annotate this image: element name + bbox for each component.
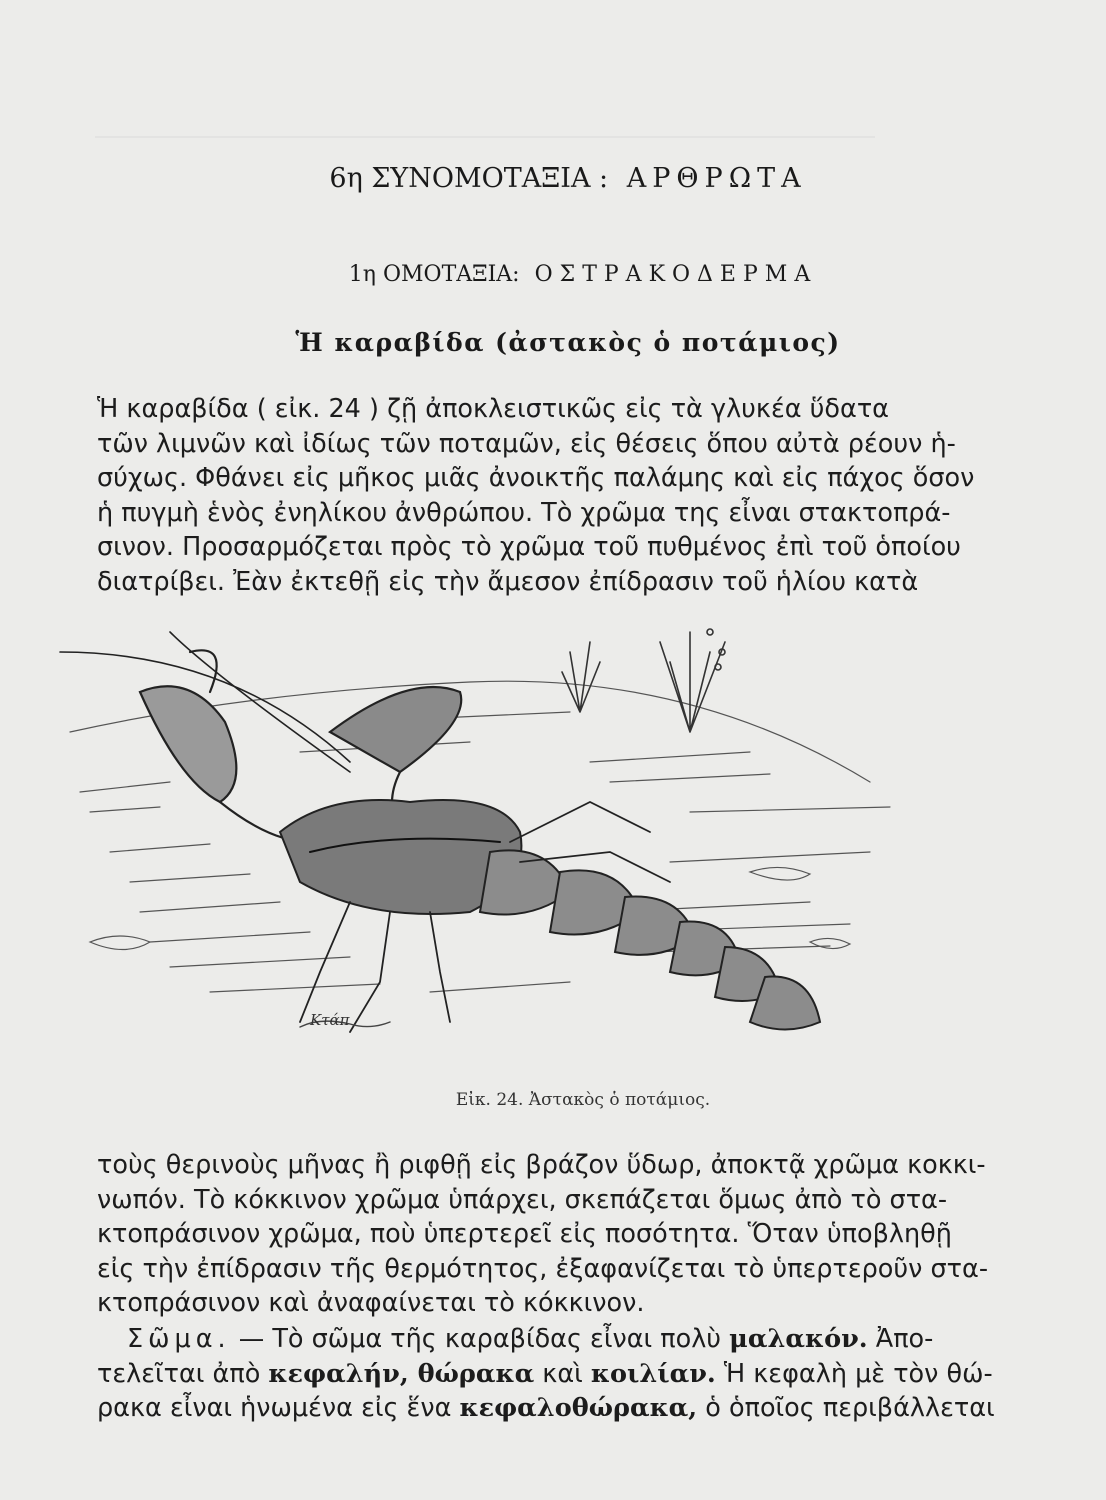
- text-line: [97, 1322, 934, 1357]
- text-line: [97, 1391, 995, 1426]
- figure-caption: Εἰκ. 24. Ἀστακὸς ὁ ποτάμιος.: [455, 1090, 711, 1110]
- text-run: ὁ ὁποῖος περιβάλλεται: [697, 1393, 995, 1423]
- text-run: Ἀπο-: [867, 1324, 934, 1354]
- text-line: τοὺς θερινοὺς μῆνας ἢ ριφθῇ εἰς βράζον ὕδωρ, ἀποκτᾷ χρῶμα κοκκι-: [97, 1150, 986, 1180]
- text-line: σύχως. Φθάνει εἰς μῆκος μιᾶς ἀνοικτῆς παλάμης καὶ εἰς πάχος ὅσον: [97, 463, 975, 493]
- text-line: νωπόν. Τὸ κόκκινον χρῶμα ὑπάρχει, σκεπάζεται ὅμως ἀπὸ τὸ στα-: [97, 1184, 948, 1215]
- bold-term: μαλακόν.: [729, 1324, 868, 1354]
- bold-term: κεφαλοθώρακα,: [459, 1393, 698, 1423]
- text-line: σινον. Προσαρμόζεται πρὸς τὸ χρῶμα τοῦ πυθμένος ἐπὶ τοῦ ὁποίου: [97, 532, 961, 562]
- section-title: Ἡ καραβίδα (ἀστακὸς ὁ ποτάμιος): [295, 328, 841, 357]
- artist-signature: Κτάπ: [310, 1011, 350, 1029]
- text-run: τελεῖται ἀπὸ: [97, 1358, 269, 1389]
- water-plants: [562, 629, 725, 732]
- paragraph-habitat: [97, 392, 975, 599]
- text-run: Ἡ κεφαλὴ μὲ τὸν θώ-: [715, 1358, 993, 1389]
- text-run: — Τὸ σῶμα τῆς καραβίδας εἶναι πολὺ: [230, 1324, 730, 1354]
- text-line: ἡ πυγμὴ ἑνὸς ἐνηλίκου ἀνθρώπου. Τὸ χρῶμα της εἶναι στακτοπρά-: [97, 497, 951, 528]
- phylum-heading: [0, 163, 1106, 194]
- text-line: τῶν λιμνῶν καὶ ἰδίως τῶν ποταμῶν, εἰς θέσεις ὅπου αὐτὰ ρέουν ἡ-: [97, 428, 956, 459]
- phylum-name: ΑΡΘΡΩΤΑ: [626, 163, 807, 194]
- text-line: διατρίβει. Ἐὰν ἐκτεθῇ εἰς τὴν ἄμεσον ἐπίδρασιν τοῦ ἡλίου κατὰ: [97, 566, 919, 597]
- bold-term: κεφαλήν, θώρακα: [268, 1358, 535, 1389]
- crayfish-illustration: [50, 612, 910, 1052]
- class-prefix: 1η ΟΜΟΤΑΞΙΑ:: [348, 262, 520, 287]
- text-line: κτοπράσινον καὶ ἀναφαίνεται τὸ κόκκινον.: [97, 1288, 645, 1318]
- text-line: εἰς τὴν ἐπίδρασιν τῆς θερμότητος, ἐξαφανίζεται τὸ ὑπερτεροῦν στα-: [97, 1253, 989, 1284]
- paragraph-body: [97, 1322, 995, 1426]
- phylum-prefix: 6η ΣΥΝΟΜΟΤΑΞΙΑ :: [329, 163, 609, 194]
- subheading-soma: Σῶμα.: [127, 1324, 231, 1354]
- bold-term: κοιλίαν.: [590, 1358, 716, 1389]
- text-run: καὶ: [534, 1358, 591, 1389]
- text-run: ρακα εἶναι ἡνωμένα εἰς ἕνα: [97, 1393, 460, 1423]
- text-line: [97, 1357, 993, 1392]
- paragraph-color: [97, 1148, 989, 1321]
- class-heading: [0, 262, 1106, 287]
- bleed-through-header: [95, 106, 875, 138]
- text-line: κτοπράσινον χρῶμα, ποὺ ὑπερτερεῖ εἰς ποσότητα. Ὅταν ὑποβληθῇ: [97, 1219, 952, 1249]
- class-name: ΟΣΤΡΑΚΟΔΕΡΜΑ: [534, 262, 818, 287]
- text-line: Ἡ καραβίδα ( εἰκ. 24 ) ζῇ ἀποκλειστικῶς εἰς τὰ γλυκέα ὕδατα: [97, 394, 889, 424]
